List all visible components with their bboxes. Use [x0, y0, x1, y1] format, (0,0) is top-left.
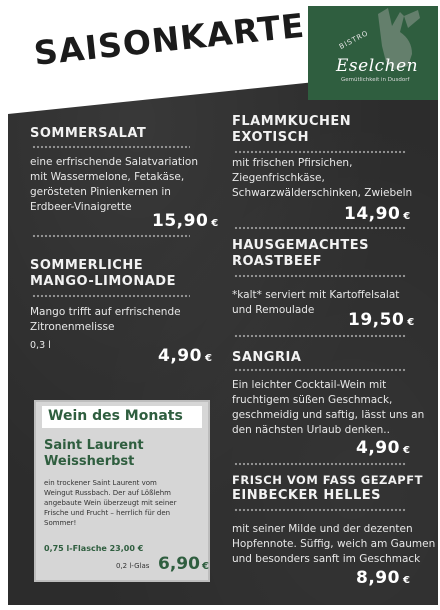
item-title-flammkuchen: FLAMMKUCHEN EXOTISCH [232, 114, 352, 145]
divider [234, 274, 406, 278]
divider [234, 226, 406, 230]
wine-name: Saint Laurent Weissherbst [44, 438, 144, 469]
divider [234, 368, 406, 372]
price-flammkuchen: 14,90 € [344, 204, 411, 224]
item-description-mango-limonade: Mango trifft auf erfrischende Zitronenmelisse [30, 306, 181, 333]
item-description-einbecker: mit seiner Milde und der dezenten Hopfennote. Süffig, weich am Gaumen und besonders sanft im Geschmack [232, 523, 436, 565]
item-description-roastbeef: *kalt* serviert mit Kartoffelsalat und Remoulade [232, 289, 400, 316]
item-description-flammkuchen: mit frischen Pfirsichen, Ziegenfrischkäse, Schwarzwälderschinken, Zwiebeln [232, 157, 413, 199]
price-sommersalat: 15,90 € [152, 211, 219, 231]
logo-bistro-text: BISTRO [337, 28, 370, 52]
wine-glass-price: 6,90 € [158, 554, 209, 574]
item-title-roastbeef: HAUSGEMACHTES ROASTBEEF [232, 238, 370, 269]
logo-tagline: Gemütlichkeit in Dusdorf [341, 77, 410, 83]
divider [32, 294, 190, 298]
divider [32, 234, 190, 238]
item-title-sommersalat: SOMMERSALAT [30, 126, 147, 141]
divider [234, 150, 406, 154]
divider [32, 145, 190, 149]
price-einbecker: 8,90 € [356, 568, 411, 588]
item-title-sangria: SANGRIA [232, 350, 302, 365]
wine-bottle-price: 0,75 l-Flasche 23,00 € [44, 544, 144, 553]
item-title-einbecker: FRISCH VOM FASS GEZAPFT EINBECKER HELLES [232, 473, 423, 503]
item-description-sangria: Ein leichter Cocktail-Wein mit fruchtigem süßen Geschmack, geschmeidig und saftig, lässt uns an den nächsten Urlaub denken.. [232, 379, 425, 436]
item-description-sommersalat: eine erfrischende Salatvariation mit Wassermelone, Fetakäse, gerösteten Pinienkernen in Erdbeer-Vinaigrette [30, 156, 199, 213]
donkey-icon [308, 6, 438, 100]
price-mango-limonade: 4,90 € [158, 346, 213, 366]
chalkboard-menu [8, 2, 438, 605]
wine-of-the-month-box [34, 400, 210, 582]
wine-glass-label: 0,2 l-Glas [116, 562, 150, 570]
logo-name: Eselchen [336, 56, 419, 76]
price-roastbeef: 19,50 € [348, 310, 415, 330]
wine-heading: Wein des Monats [48, 408, 183, 424]
bistro-logo [308, 6, 438, 100]
item-title-mango-limonade: SOMMERLICHE MANGO-LIMONADE [30, 258, 176, 289]
divider [234, 334, 406, 338]
divider [234, 462, 406, 466]
page-title: SAISONKARTE [31, 5, 307, 73]
wine-description: ein trockener Saint Laurent vom Weingut Russbach. Der auf Lößlehm angebaute Wein überzeugt mit seiner Frische und Frucht – herrlich für den Sommer! [44, 479, 177, 527]
price-sangria: 4,90 € [356, 438, 411, 458]
divider [234, 508, 406, 512]
wine-heading-band [42, 406, 202, 428]
volume-mango-limonade: 0,3 l [30, 340, 51, 351]
